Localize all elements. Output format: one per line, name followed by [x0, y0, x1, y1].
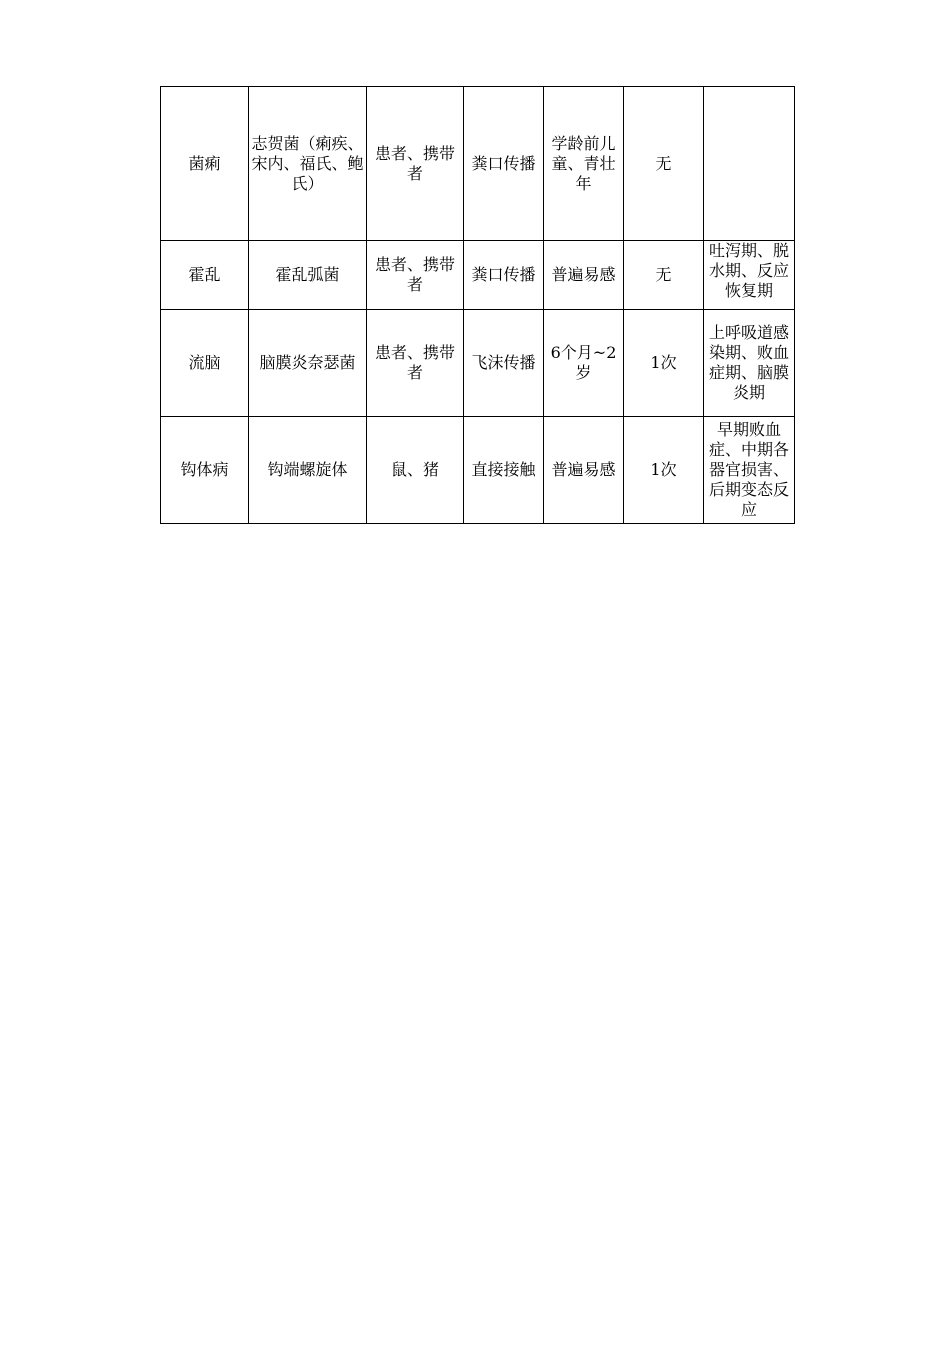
stages-cell: 吐泻期、脱水期、反应恢复期	[704, 241, 795, 310]
disease-cell: 霍乱	[161, 241, 249, 310]
source-cell: 鼠、猪	[367, 417, 464, 524]
source-cell: 患者、携带者	[367, 87, 464, 241]
route-cell: 飞沫传播	[464, 310, 544, 417]
table-row	[161, 310, 795, 417]
route-cell: 粪口传播	[464, 87, 544, 241]
disease-cell: 菌痢	[161, 87, 249, 241]
susceptible-cell: 普遍易感	[544, 241, 624, 310]
table-row	[161, 241, 795, 310]
source-cell: 患者、携带者	[367, 310, 464, 417]
disease-cell: 流脑	[161, 310, 249, 417]
pathogen-cell: 霍乱弧菌	[249, 241, 367, 310]
susceptible-cell: 学龄前儿童、青壮年	[544, 87, 624, 241]
immunity-cell: 1次	[624, 310, 704, 417]
pathogen-cell: 志贺菌（痢疾、宋内、福氏、鲍氏）	[249, 87, 367, 241]
disease-table	[160, 86, 795, 524]
susceptible-cell: 普遍易感	[544, 417, 624, 524]
immunity-cell: 无	[624, 241, 704, 310]
table-row	[161, 87, 795, 241]
stages-cell: 上呼吸道感染期、败血症期、脑膜炎期	[704, 310, 795, 417]
stages-cell: 早期败血症、中期各器官损害、后期变态反应	[704, 417, 795, 524]
route-cell: 粪口传播	[464, 241, 544, 310]
route-cell: 直接接触	[464, 417, 544, 524]
pathogen-cell: 钩端螺旋体	[249, 417, 367, 524]
susceptible-cell: 6个月~2岁	[544, 310, 624, 417]
pathogen-cell: 脑膜炎奈瑟菌	[249, 310, 367, 417]
immunity-cell: 1次	[624, 417, 704, 524]
source-cell: 患者、携带者	[367, 241, 464, 310]
disease-cell: 钩体病	[161, 417, 249, 524]
immunity-cell: 无	[624, 87, 704, 241]
stages-cell	[704, 87, 795, 241]
table-row	[161, 417, 795, 524]
